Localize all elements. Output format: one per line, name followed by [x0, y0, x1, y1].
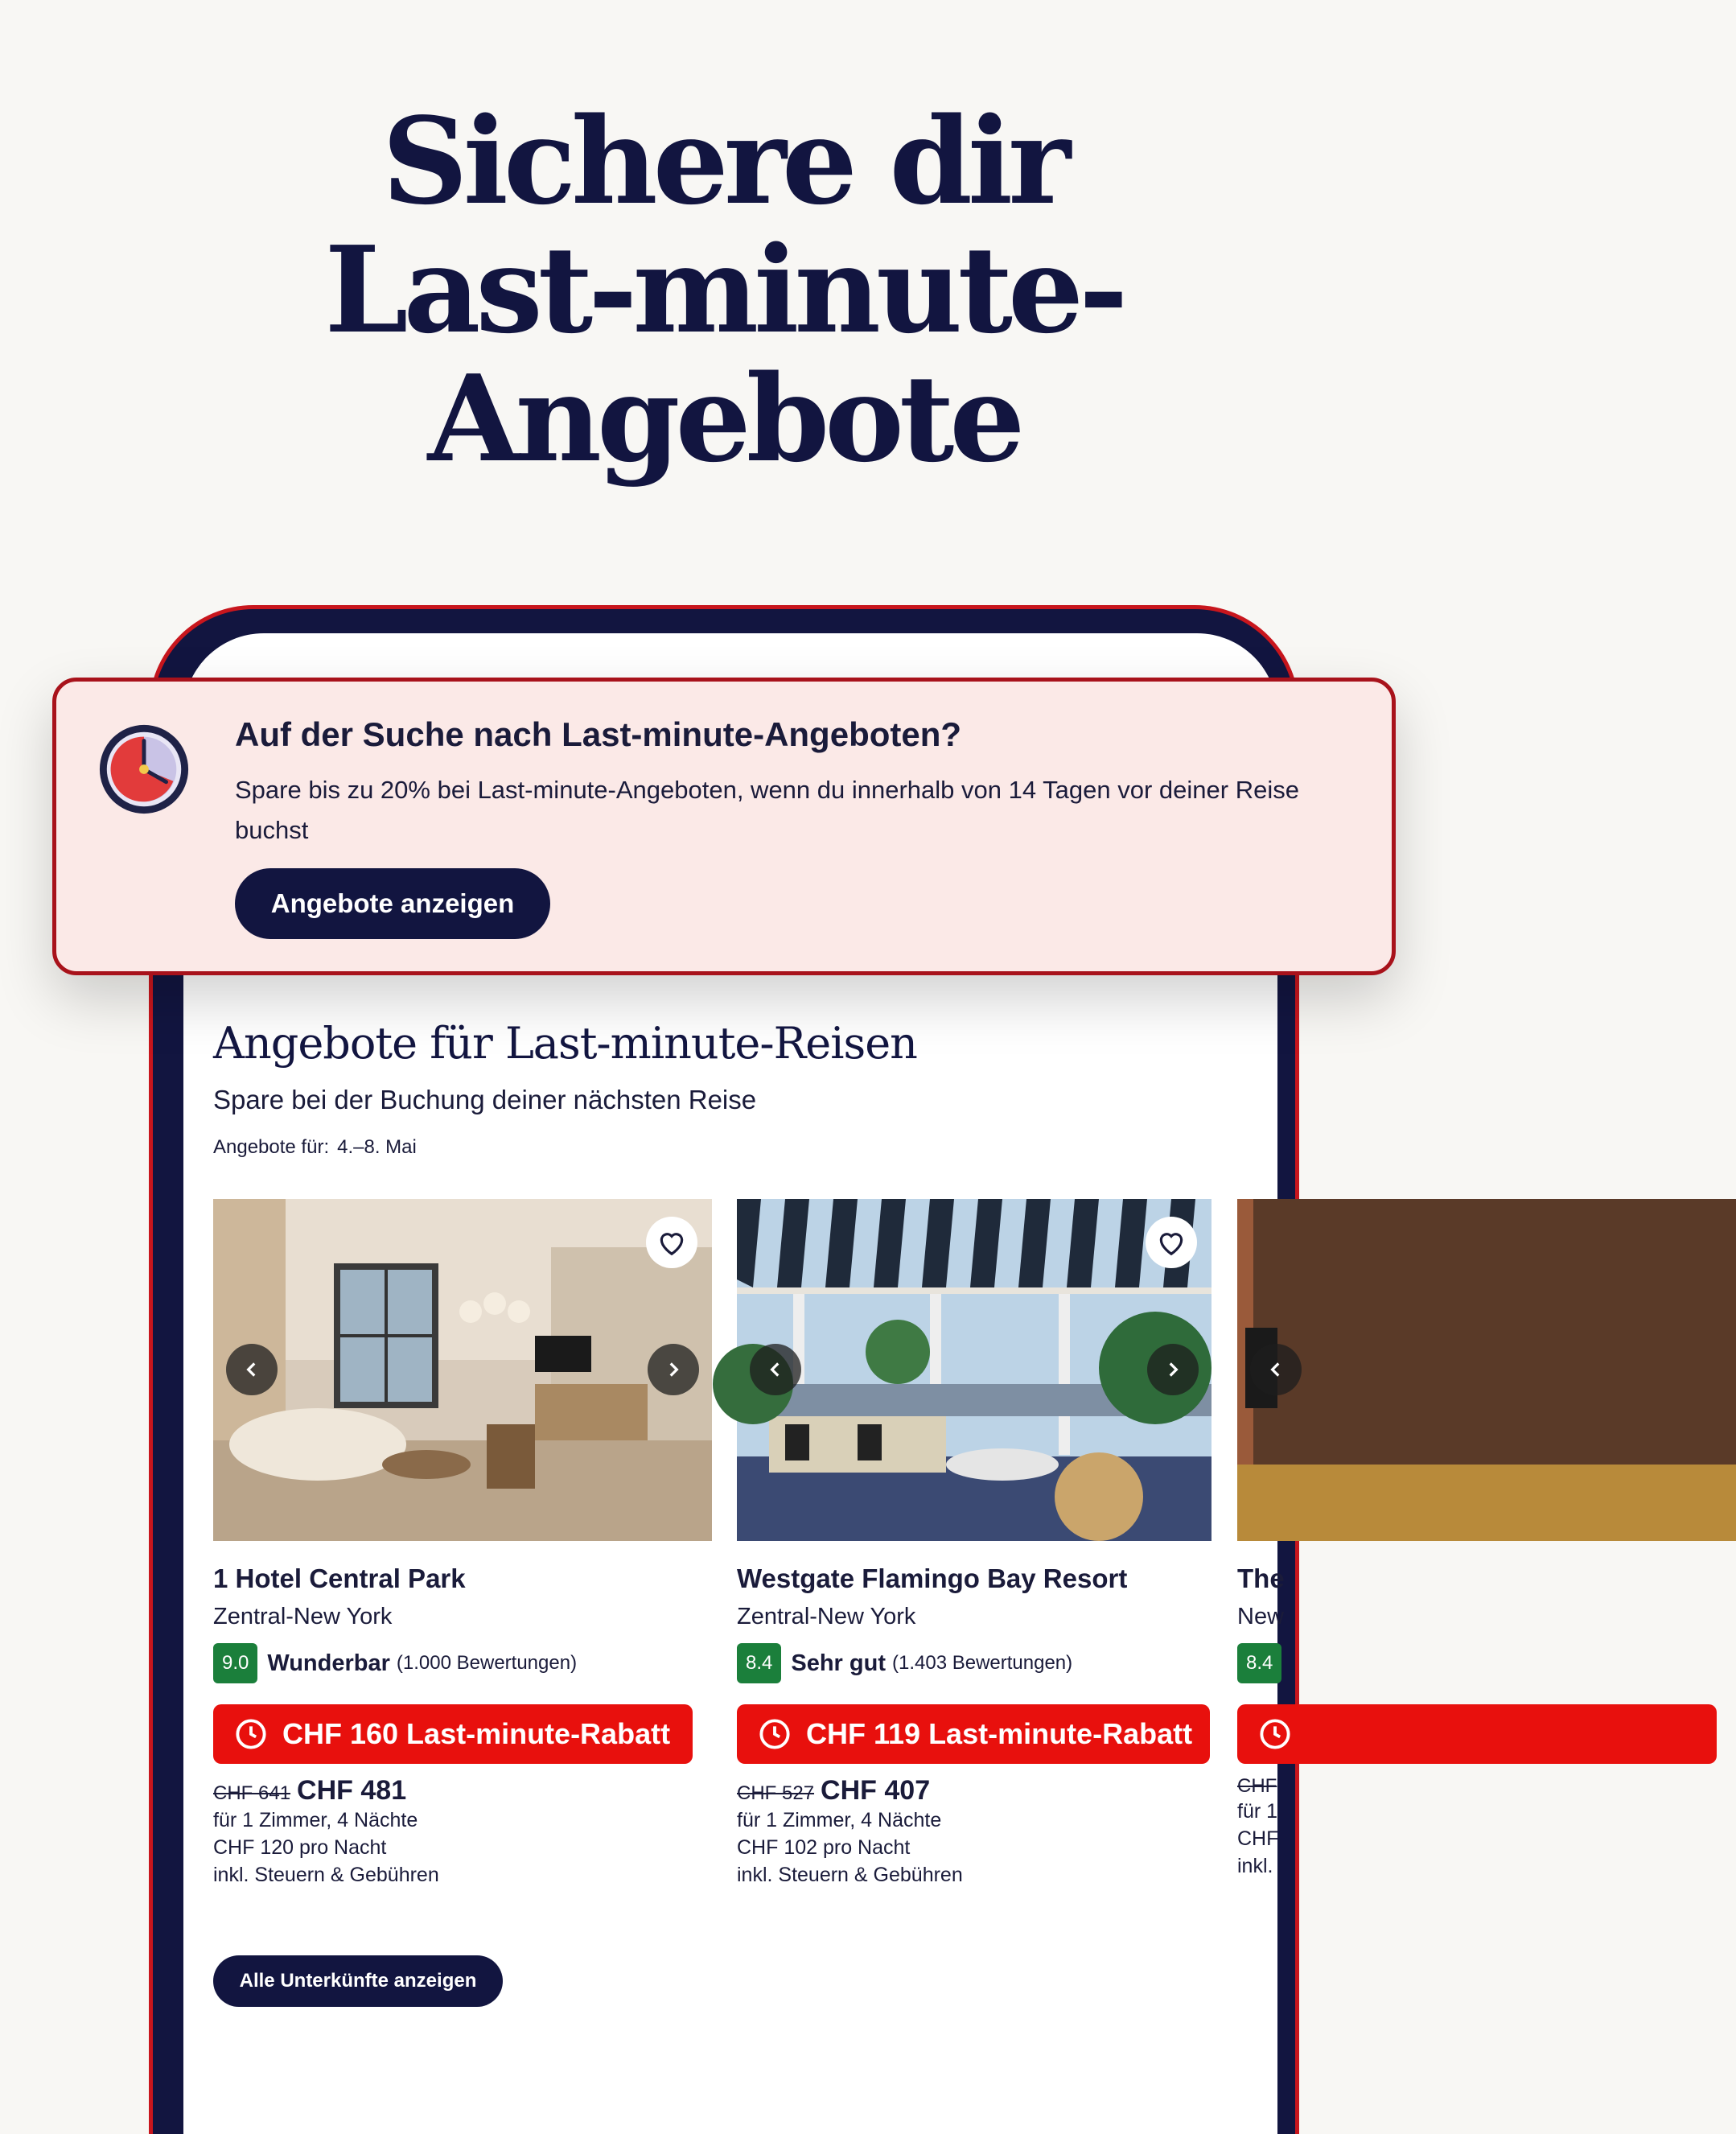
- rating-label: Sehr gut: [791, 1650, 886, 1676]
- price-rooms: für 1: [1237, 1800, 1278, 1823]
- hotel-location: Zentral-New York: [737, 1604, 916, 1629]
- deal-dates: [213, 1136, 417, 1159]
- price: [1237, 1775, 1736, 1798]
- hotel-location: New: [1237, 1604, 1285, 1629]
- hotel-card[interactable]: [213, 1199, 712, 1889]
- banner-title: Auf der Suche nach Last-minute-Angeboten?: [235, 715, 962, 753]
- deal-badge: [737, 1704, 1210, 1764]
- hotel-card[interactable]: [737, 1199, 1211, 1889]
- hotel-name[interactable]: Westgate Flamingo Bay Resort: [737, 1563, 1128, 1593]
- hotel-photo[interactable]: [737, 1199, 1211, 1541]
- hotel-photo-image: [737, 1199, 1211, 1541]
- photo-prev-chevron-left-icon[interactable]: [1250, 1344, 1302, 1395]
- photo-next-chevron-right-icon[interactable]: [648, 1344, 699, 1395]
- show-deals-button[interactable]: Angebote anzeigen: [235, 868, 550, 939]
- photo-prev-chevron-left-icon[interactable]: [750, 1344, 801, 1395]
- price-rooms: für 1 Zimmer, 4 Nächte: [213, 1809, 418, 1831]
- price-per-night: CHF 102 pro Nacht: [737, 1836, 911, 1859]
- new-price: CHF 407: [821, 1775, 931, 1806]
- favorite-heart-icon[interactable]: [1146, 1217, 1197, 1268]
- hotel-rating: [737, 1643, 1211, 1683]
- hotel-card[interactable]: [1237, 1199, 1736, 1880]
- last-minute-banner: [52, 678, 1396, 975]
- hotel-photo-image: [213, 1199, 712, 1541]
- deal-dates-value: 4.–8. Mai: [337, 1136, 417, 1158]
- price-fees: inkl. Steuern & Gebühren: [737, 1864, 963, 1886]
- headline-line-3: Angebote: [427, 348, 1021, 488]
- rating-count: (1.000 Bewertungen): [396, 1652, 578, 1674]
- hotel-rating: [213, 1643, 712, 1683]
- clock-icon: [234, 1717, 268, 1751]
- rating-score-badge: 8.4: [737, 1643, 781, 1683]
- rating-label: Wunderbar: [267, 1650, 390, 1676]
- price-fees: inkl. Steuern & Gebühren: [213, 1864, 439, 1886]
- headline-line-2: Last-minute-: [324, 220, 1124, 360]
- photo-prev-chevron-left-icon[interactable]: [226, 1344, 278, 1395]
- deal-text: CHF 160 Last-minute-Rabatt: [282, 1717, 671, 1750]
- show-all-properties-button[interactable]: Alle Unterkünfte anzeigen: [213, 1955, 503, 2007]
- hotel-location: Zentral-New York: [213, 1604, 393, 1629]
- rating-score-badge: 8.4: [1237, 1643, 1281, 1683]
- old-price: CHF 641: [213, 1782, 291, 1804]
- deal-text: CHF 119 Last-minute-Rabatt: [806, 1717, 1193, 1750]
- price-per-night: CHF: [1237, 1827, 1279, 1850]
- photo-next-chevron-right-icon[interactable]: [1147, 1344, 1199, 1395]
- price-per-night: CHF 120 pro Nacht: [213, 1836, 387, 1859]
- headline-line-1: Sichere dir: [381, 91, 1067, 231]
- clock-icon: [758, 1717, 792, 1751]
- old-price: CHF: [1237, 1775, 1277, 1797]
- deal-badge: [1237, 1704, 1717, 1764]
- section-title: Angebote für Last-minute-Reisen: [213, 1018, 917, 1069]
- banner-text: Spare bis zu 20% bei Last-minute-Angeboten, wenn du innerhalb von 14 Tagen vor deiner Reise buchst: [235, 776, 1299, 844]
- hotel-photo-image: [1237, 1199, 1736, 1541]
- hotel-name[interactable]: 1 Hotel Central Park: [213, 1563, 466, 1593]
- hotel-photo[interactable]: [213, 1199, 712, 1541]
- price: [213, 1775, 712, 1806]
- favorite-heart-icon[interactable]: [646, 1217, 697, 1268]
- timer-icon: [97, 722, 191, 817]
- new-price: CHF 481: [297, 1775, 407, 1806]
- old-price: CHF 527: [737, 1782, 815, 1804]
- rating-count: (1.403 Bewertungen): [892, 1652, 1073, 1674]
- hotel-card-clipped-wrapper: [1237, 1199, 1285, 1939]
- rating-score-badge: 9.0: [213, 1643, 257, 1683]
- price: [737, 1775, 1211, 1806]
- clock-icon: [1258, 1717, 1292, 1751]
- deal-badge: [213, 1704, 693, 1764]
- price-fees: inkl.: [1237, 1855, 1273, 1877]
- headline: [0, 91, 1448, 488]
- price-rooms: für 1 Zimmer, 4 Nächte: [737, 1809, 942, 1831]
- hotel-name[interactable]: The: [1237, 1563, 1285, 1593]
- section-subtitle: Spare bei der Buchung deiner nächsten Reise: [213, 1085, 757, 1114]
- hotel-photo[interactable]: [1237, 1199, 1736, 1541]
- hotel-rating: [1237, 1643, 1736, 1683]
- deal-dates-label: Angebote für:: [213, 1136, 330, 1158]
